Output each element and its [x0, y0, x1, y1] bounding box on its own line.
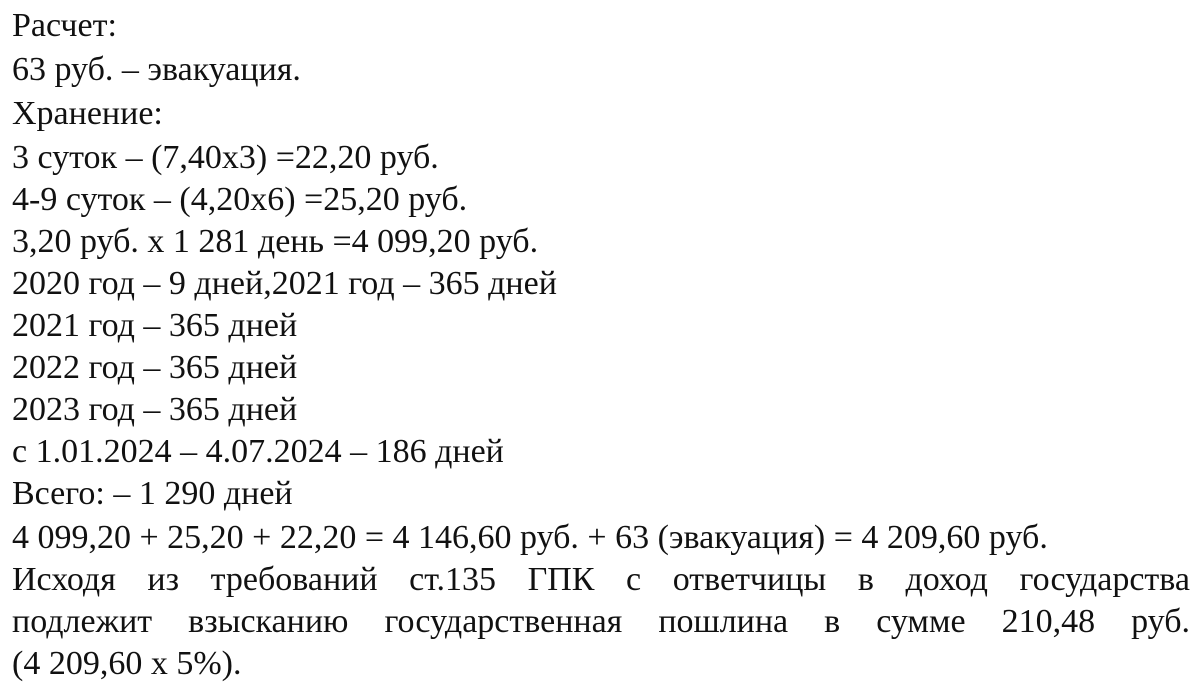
paragraph-fee-line-1: Исходя из требований ст.135 ГПК с ответчицы в доход государства [12, 561, 1190, 598]
text-line-sum-formula: 4 099,20 + 25,20 + 22,20 = 4 146,60 руб. + 63 (эвакуация) = 4 209,60 руб. [12, 519, 1048, 556]
text-line-total-days: Всего: – 1 290 дней [12, 475, 293, 512]
text-line-2021: 2021 год – 365 дней [12, 307, 298, 344]
text-line-calculation-heading: Расчет: [12, 7, 117, 44]
text-line-daily-rate: 3,20 руб. х 1 281 день =4 099,20 руб. [12, 223, 539, 260]
text-line-2022: 2022 год – 365 дней [12, 349, 298, 386]
text-line-2023: 2023 год – 365 дней [12, 391, 298, 428]
text-line-4-9-days: 4-9 суток – (4,20х6) =25,20 руб. [12, 181, 468, 218]
text-line-3-days: 3 суток – (7,40х3) =22,20 руб. [12, 139, 439, 176]
paragraph-fee-line-3: (4 209,60 х 5%). [12, 645, 242, 682]
text-line-2020-2021: 2020 год – 9 дней,2021 год – 365 дней [12, 265, 557, 302]
paragraph-fee-line-2: подлежит взысканию государственная пошлина в сумме 210,48 руб. [12, 603, 1190, 640]
text-line-storage-heading: Хранение: [12, 95, 163, 132]
text-line-evacuation: 63 руб. – эвакуация. [12, 51, 301, 88]
text-line-2024-period: с 1.01.2024 – 4.07.2024 – 186 дней [12, 433, 504, 470]
